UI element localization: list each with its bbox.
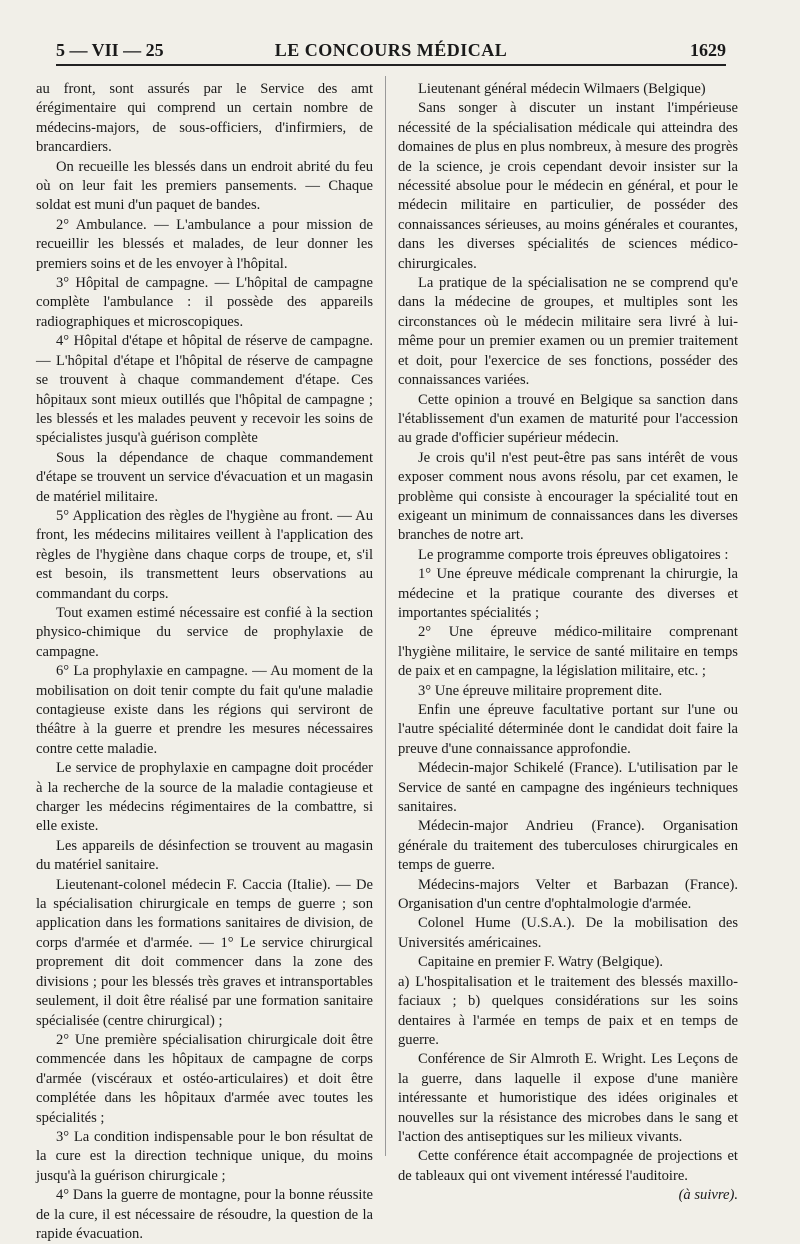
- paragraph: 3° La condition indispensable pour le bon résultat de la cure est la direction technique unique, du moins jusqu'à la guérison chirurgicale ;: [36, 1128, 373, 1184]
- paragraph: Les appareils de désinfection se trouvent au magasin du matériel sanitaire.: [36, 837, 373, 874]
- paragraph: Cette opinion a trouvé en Belgique sa sanction dans l'établissement d'un examen de maturité pour l'accession au grade d'officier supérieur médecin.: [398, 391, 738, 447]
- paragraph: Cette conférence était accompagnée de projections et de tableaux qui ont vivement intéressé l'auditoire.: [398, 1148, 738, 1184]
- journal-title: LE CONCOURS MÉDICAL: [274, 40, 508, 60]
- paragraph: Enfin une épreuve facultative portant sur l'une ou l'autre spécialité déterminée dont le candidat doit faire la preuve d'une connaissance approfondie.: [398, 702, 738, 757]
- continued-note: (à suivre).: [678, 1187, 738, 1204]
- right-column: [398, 80, 738, 1206]
- paragraph: Conférence de Sir Almroth E. Wright. Les Leçons de la guerre, dans laquelle il expose d'une manière intéressante et humoristique des idées originales et nouvelles sur la résistance des microbes dans le sang et l'action des antiseptiques sur les milieux vivants.: [398, 1051, 738, 1145]
- paragraph: 4° Hôpital d'étape et hôpital de réserve de campagne. — L'hôpital d'étape et l'hôpital de réserve de campagne se trouvent à chaque commandement d'étape. Ces hôpitaux sont mieux outillés que l'hôpital de campagne ; les blessés et les malades peuvent y recevoir les soins de spécialistes jusqu'à guérison complète: [36, 333, 373, 447]
- running-header: [56, 38, 726, 66]
- paragraph: a) L'hospitalisation et le traitement des blessés maxillo-faciaux ; b) quelques considérations sur les soins dentaires à l'armée en temps de paix et en temps de guerre.: [398, 973, 738, 1048]
- paragraph: Tout examen estimé nécessaire est confié à la section physico-chimique du service de prophylaxie de campagne.: [36, 604, 373, 660]
- paragraph: Je crois qu'il n'est peut-être pas sans intérêt de vous exposer comment nous avons résolu, par cet examen, le problème qui consiste à encourager la spécialité tout en exigeant un minimum de connaissances dans les diverses branches de notre art.: [398, 449, 738, 544]
- paragraph: 2° Ambulance. — L'ambulance a pour mission de recueillir les blessés et malades, de leur donner les premiers soins et de les envoyer à l'hôpital.: [36, 216, 373, 272]
- column-divider: [385, 76, 386, 1156]
- paragraph: Médecin-major Schikelé (France). L'utilisation par le Service de santé en campagne des ingénieurs techniques sanitaires.: [398, 760, 738, 816]
- paragraph: 3° Hôpital de campagne. — L'hôpital de campagne complète l'ambulance : il possède des appareils radiographiques et microscopiques.: [36, 275, 373, 330]
- paragraph: 2° Une épreuve médico-militaire comprenant l'hygiène militaire, le service de santé militaire en temps de paix et en campagne, la législation militaire, etc. ;: [398, 624, 738, 680]
- paragraph: Lieutenant général médecin Wilmaers (Belgique): [418, 81, 706, 97]
- paragraph: 5° Application des règles de l'hygiène au front. — Au front, les médecins militaires veillent à l'application des règles de l'hygiène dans chaque corps de troupe, et, s'il est besoin, ils transmettent leurs observations au commandant du corps.: [36, 507, 373, 602]
- paragraph: Le programme comporte trois épreuves obligatoires :: [418, 546, 729, 563]
- paragraph: 6° La prophylaxie en campagne. — Au moment de la mobilisation on doit tenir compte du fait qu'une maladie contagieuse existe dans les régions qui serviront de théâtre à la guerre et prendre les mesures nécessaires contre cette maladie.: [36, 663, 373, 757]
- paragraph: 4° Dans la guerre de montagne, pour la bonne réussite de la cure, il est nécessaire de résoudre, la question de la rapide évacuation.: [36, 1187, 373, 1242]
- paragraph: Capitaine en premier F. Watry (Belgique).: [418, 954, 664, 971]
- paragraph: Colonel Hume (U.S.A.). De la mobilisation des Universités américaines.: [398, 915, 738, 951]
- paragraph: Lieutenant-colonel médecin F. Caccia (Italie). — De la spécialisation chirurgicale en temps de guerre ; son application dans les formations sanitaires de division, de corps d'armée et d'armée. — 1° Le service chirurgical proprement dit doit commencer dans la zone des divisions ; pour les blessés très graves et intransportables seulement, il doit être réalisé par une formation sanitaire spécialisée (centre chirurgical) ;: [36, 876, 373, 1029]
- paragraph: au front, sont assurés par le Service des amt érégimentaire qui comprend un certain nombre de médecins-majors, de sous-officiers, d'infirmiers, de brancardiers.: [36, 81, 373, 156]
- paragraph: 3° Une épreuve militaire proprement dite.: [418, 682, 663, 699]
- left-column: [36, 80, 373, 1244]
- paragraph: Médecin-major Andrieu (France). Organisation générale du traitement des tuberculoses chirurgicales en temps de guerre.: [398, 818, 738, 874]
- page-number: 1629: [690, 40, 726, 60]
- paragraph: Sous la dépendance de chaque commandement d'étape se trouvent un service d'évacuation et un magasin de matériel militaire.: [36, 449, 373, 505]
- paragraph: Médecins-majors Velter et Barbazan (France). Organisation d'un centre d'ophtalmologie d'armée.: [398, 876, 738, 913]
- issue-date: 5 — VII — 25: [56, 40, 164, 60]
- paragraph: On recueille les blessés dans un endroit abrité du feu où on leur fait les premiers pansements. — Chaque soldat est muni d'un paquet de bandes.: [36, 158, 373, 214]
- paragraph: La pratique de la spécialisation ne se comprend qu'e dans la médecine de groupes, et multiples sont les circonstances où le médecin militaire sera livré à lui-même pour un premier examen ou un premier traitement et doit, pour l'exercice de ses fonctions, posséder des connaissances variées.: [398, 275, 738, 389]
- paragraph: Sans songer à discuter un instant l'impérieuse nécessité de la spécialisation médicale qui atteindra des domaines de plus en plus nombreux, à mesure des progrès de la science, je crois cependant devoir insister sur la nécessité absolue pour le médecin en général, et pour le médecin militaire en particulier, de posséder des connaissances sérieuses, au moins générales et courantes, dans les diverses spécialités de sciences médico-chirurgicales.: [398, 100, 738, 272]
- paragraph: Le service de prophylaxie en campagne doit procéder à la recherche de la source de la maladie contagieuse et charger les médecins régimentaires de la combattre, si elle existe.: [36, 760, 373, 835]
- paragraph: 2° Une première spécialisation chirurgicale doit être commencée dans les hôpitaux de campagne de corps d'armée (viscéraux et ostéo-articulaires) et doit être complétée dans les hôpitaux d'armée avec toutes les spécialités ;: [36, 1031, 373, 1126]
- paragraph: 1° Une épreuve médicale comprenant la chirurgie, la médecine et la pratique courante des diverses et importantes spécialités ;: [398, 566, 738, 621]
